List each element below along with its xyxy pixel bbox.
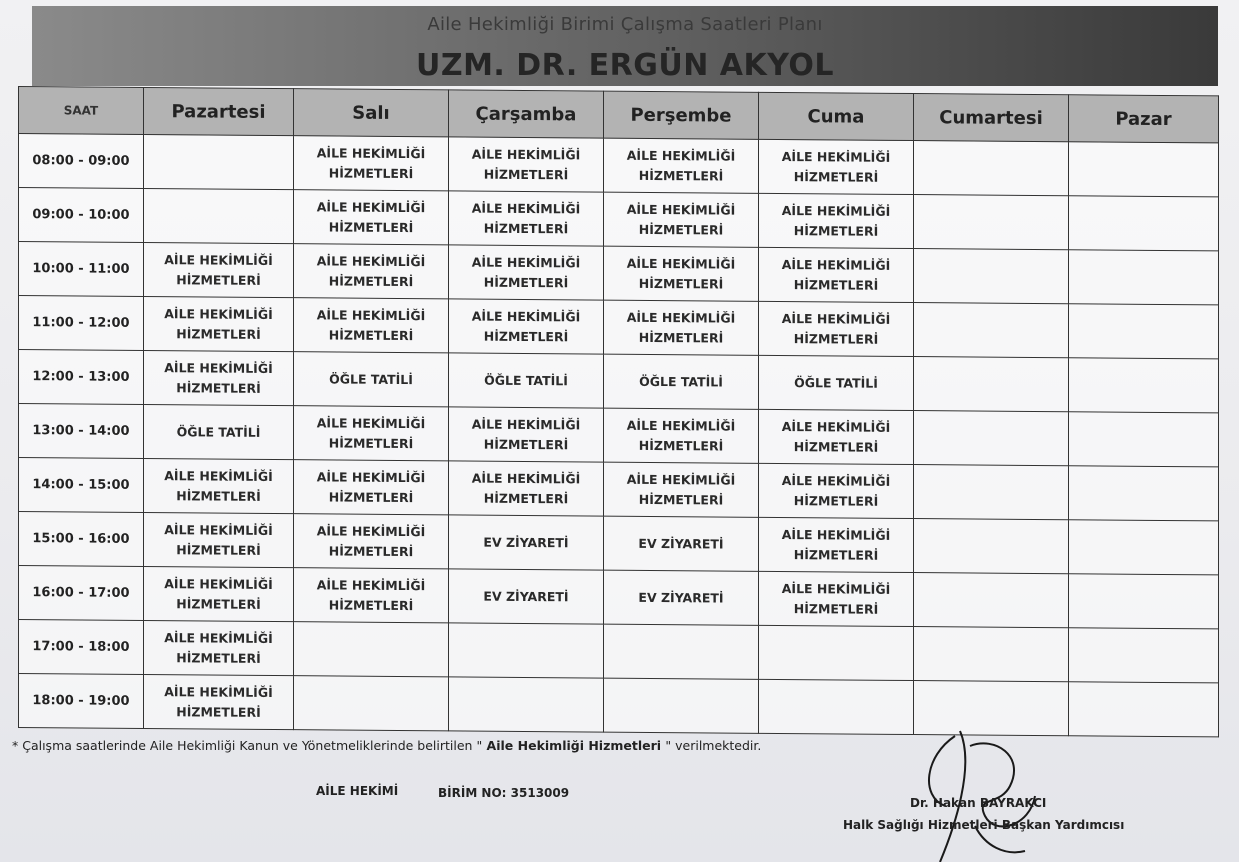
footnote-suffix: " verilmektedir. — [665, 738, 762, 753]
schedule-cell: AİLE HEKİMLİĞİ HİZMETLERİ — [294, 298, 449, 353]
schedule-cell: EV ZİYARETİ — [604, 516, 759, 571]
schedule-cell: AİLE HEKİMLİĞİ HİZMETLERİ — [144, 242, 294, 297]
schedule-cell: AİLE HEKİMLİĞİ HİZMETLERİ — [144, 296, 294, 351]
schedule-cell: AİLE HEKİMLİĞİ HİZMETLERİ — [759, 247, 914, 302]
aile-hekimi-label: AİLE HEKİMİ — [316, 784, 399, 798]
schedule-cell — [914, 195, 1069, 250]
schedule-cell — [914, 519, 1069, 574]
schedule-cell: AİLE HEKİMLİĞİ HİZMETLERİ — [144, 512, 294, 567]
schedule-cell: AİLE HEKİMLİĞİ HİZMETLERİ — [759, 139, 914, 194]
schedule-cell — [1069, 412, 1219, 467]
column-header-pazartesi: Pazartesi — [144, 87, 294, 135]
schedule-cell — [914, 357, 1069, 412]
schedule-cell: AİLE HEKİMLİĞİ HİZMETLERİ — [294, 514, 449, 569]
birim-no-label: BİRİM NO: 3513009 — [438, 786, 570, 800]
schedule-cell — [914, 249, 1069, 304]
schedule-cell: AİLE HEKİMLİĞİ HİZMETLERİ — [294, 190, 449, 245]
schedule-cell: AİLE HEKİMLİĞİ HİZMETLERİ — [759, 193, 914, 248]
schedule-cell: AİLE HEKİMLİĞİ HİZMETLERİ — [294, 136, 449, 191]
schedule-cell: AİLE HEKİMLİĞİ HİZMETLERİ — [604, 300, 759, 355]
schedule-cell: EV ZİYARETİ — [449, 569, 604, 624]
schedule-cell: ÖĞLE TATİLİ — [604, 354, 759, 409]
doctor-name: UZM. DR. ERGÜN AKYOL — [415, 48, 835, 83]
schedule-cell — [914, 411, 1069, 466]
column-header-sali: Salı — [294, 89, 449, 137]
time-slot: 13:00 - 14:00 — [19, 404, 144, 459]
schedule-cell — [604, 678, 759, 733]
schedule-cell: AİLE HEKİMLİĞİ HİZMETLERİ — [449, 137, 604, 192]
time-slot: 10:00 - 11:00 — [19, 242, 144, 297]
schedule-cell — [449, 677, 604, 732]
schedule-cell: AİLE HEKİMLİĞİ HİZMETLERİ — [449, 191, 604, 246]
column-header-cuma: Cuma — [759, 92, 914, 140]
schedule-cell: ÖĞLE TATİLİ — [294, 352, 449, 407]
time-slot: 14:00 - 15:00 — [19, 458, 144, 513]
schedule-cell — [604, 624, 759, 679]
table-row — [19, 296, 1219, 359]
schedule-cell: AİLE HEKİMLİĞİ HİZMETLERİ — [294, 406, 449, 461]
time-slot: 09:00 - 10:00 — [19, 188, 144, 243]
schedule-cell — [914, 573, 1069, 628]
schedule-cell — [294, 622, 449, 677]
schedule-cell — [1069, 250, 1219, 305]
schedule-cell: AİLE HEKİMLİĞİ HİZMETLERİ — [449, 299, 604, 354]
table-row — [19, 620, 1219, 683]
schedule-cell: EV ZİYARETİ — [604, 570, 759, 625]
schedule-cell — [759, 679, 914, 734]
schedule-cell: ÖĞLE TATİLİ — [144, 404, 294, 459]
schedule-cell: AİLE HEKİMLİĞİ HİZMETLERİ — [144, 350, 294, 405]
schedule-cell — [1069, 196, 1219, 251]
schedule-cell: AİLE HEKİMLİĞİ HİZMETLERİ — [144, 566, 294, 621]
time-slot: 15:00 - 16:00 — [19, 512, 144, 567]
schedule-cell: AİLE HEKİMLİĞİ HİZMETLERİ — [759, 517, 914, 572]
schedule-body — [19, 134, 1219, 737]
schedule-cell — [144, 134, 294, 189]
footnote-highlight: Aile Hekimliği Hizmetleri — [482, 738, 666, 753]
schedule-cell: AİLE HEKİMLİĞİ HİZMETLERİ — [449, 461, 604, 516]
schedule-cell: AİLE HEKİMLİĞİ HİZMETLERİ — [449, 245, 604, 300]
time-slot: 11:00 - 12:00 — [19, 296, 144, 351]
schedule-cell: ÖĞLE TATİLİ — [449, 353, 604, 408]
table-row — [19, 350, 1219, 413]
schedule-cell: AİLE HEKİMLİĞİ HİZMETLERİ — [604, 192, 759, 247]
signatory-title: Halk Sağlığı Hizmetleri Başkan Yardımcısı — [843, 818, 1125, 832]
schedule-cell: AİLE HEKİMLİĞİ HİZMETLERİ — [144, 458, 294, 513]
schedule-cell — [1069, 520, 1219, 575]
schedule-cell — [914, 141, 1069, 196]
time-slot: 17:00 - 18:00 — [19, 620, 144, 675]
column-header-persembe: Perşembe — [604, 91, 759, 139]
column-header-carsamba: Çarşamba — [449, 90, 604, 138]
schedule-cell — [1069, 682, 1219, 737]
table-row — [19, 512, 1219, 575]
schedule-cell — [914, 465, 1069, 520]
schedule-cell: ÖĞLE TATİLİ — [759, 355, 914, 410]
schedule-cell: AİLE HEKİMLİĞİ HİZMETLERİ — [144, 620, 294, 675]
schedule-cell: AİLE HEKİMLİĞİ HİZMETLERİ — [294, 244, 449, 299]
signature-icon — [915, 726, 1045, 862]
schedule-cell — [1069, 628, 1219, 683]
time-slot: 18:00 - 19:00 — [19, 674, 144, 729]
column-header-pazar: Pazar — [1069, 95, 1219, 143]
schedule-cell — [144, 188, 294, 243]
schedule-cell: AİLE HEKİMLİĞİ HİZMETLERİ — [604, 462, 759, 517]
time-slot: 12:00 - 13:00 — [19, 350, 144, 405]
title-banner — [32, 6, 1218, 86]
table-row — [19, 404, 1219, 467]
schedule-cell: AİLE HEKİMLİĞİ HİZMETLERİ — [604, 408, 759, 463]
table-row — [19, 458, 1219, 521]
schedule-cell: AİLE HEKİMLİĞİ HİZMETLERİ — [294, 568, 449, 623]
schedule-cell: AİLE HEKİMLİĞİ HİZMETLERİ — [759, 301, 914, 356]
table-row — [19, 566, 1219, 629]
schedule-cell — [1069, 142, 1219, 197]
schedule-cell: AİLE HEKİMLİĞİ HİZMETLERİ — [144, 674, 294, 729]
schedule-cell: AİLE HEKİMLİĞİ HİZMETLERİ — [604, 246, 759, 301]
schedule-cell: EV ZİYARETİ — [449, 515, 604, 570]
time-slot: 08:00 - 09:00 — [19, 134, 144, 189]
column-header-cumartesi: Cumartesi — [914, 94, 1069, 142]
schedule-table — [18, 86, 1219, 737]
column-header-saat: SAAT — [19, 87, 144, 135]
table-row — [19, 188, 1219, 251]
signatory-name: Dr. Hakan BAYRAKCI — [910, 796, 1047, 810]
schedule-cell: AİLE HEKİMLİĞİ HİZMETLERİ — [759, 463, 914, 518]
footnote-prefix: * Çalışma saatlerinde Aile Hekimliği Kanun ve Yönetmeliklerinde belirtilen " — [12, 738, 483, 753]
schedule-cell — [1069, 358, 1219, 413]
table-row — [19, 134, 1219, 197]
schedule-cell — [294, 676, 449, 731]
table-row — [19, 242, 1219, 305]
time-slot: 16:00 - 17:00 — [19, 566, 144, 621]
schedule-cell: AİLE HEKİMLİĞİ HİZMETLERİ — [294, 460, 449, 515]
schedule-cell: AİLE HEKİMLİĞİ HİZMETLERİ — [759, 409, 914, 464]
schedule-cell — [1069, 466, 1219, 521]
footnote — [12, 738, 761, 753]
schedule-cell: AİLE HEKİMLİĞİ HİZMETLERİ — [604, 138, 759, 193]
schedule-cell — [1069, 304, 1219, 359]
schedule-cell: AİLE HEKİMLİĞİ HİZMETLERİ — [759, 571, 914, 626]
schedule-cell — [759, 625, 914, 680]
schedule-cell — [914, 303, 1069, 358]
schedule-cell — [1069, 574, 1219, 629]
document-title: Aile Hekimliği Birimi Çalışma Saatleri Planı — [427, 14, 823, 35]
schedule-cell: AİLE HEKİMLİĞİ HİZMETLERİ — [449, 407, 604, 462]
schedule-cell — [914, 627, 1069, 682]
schedule-cell — [449, 623, 604, 678]
